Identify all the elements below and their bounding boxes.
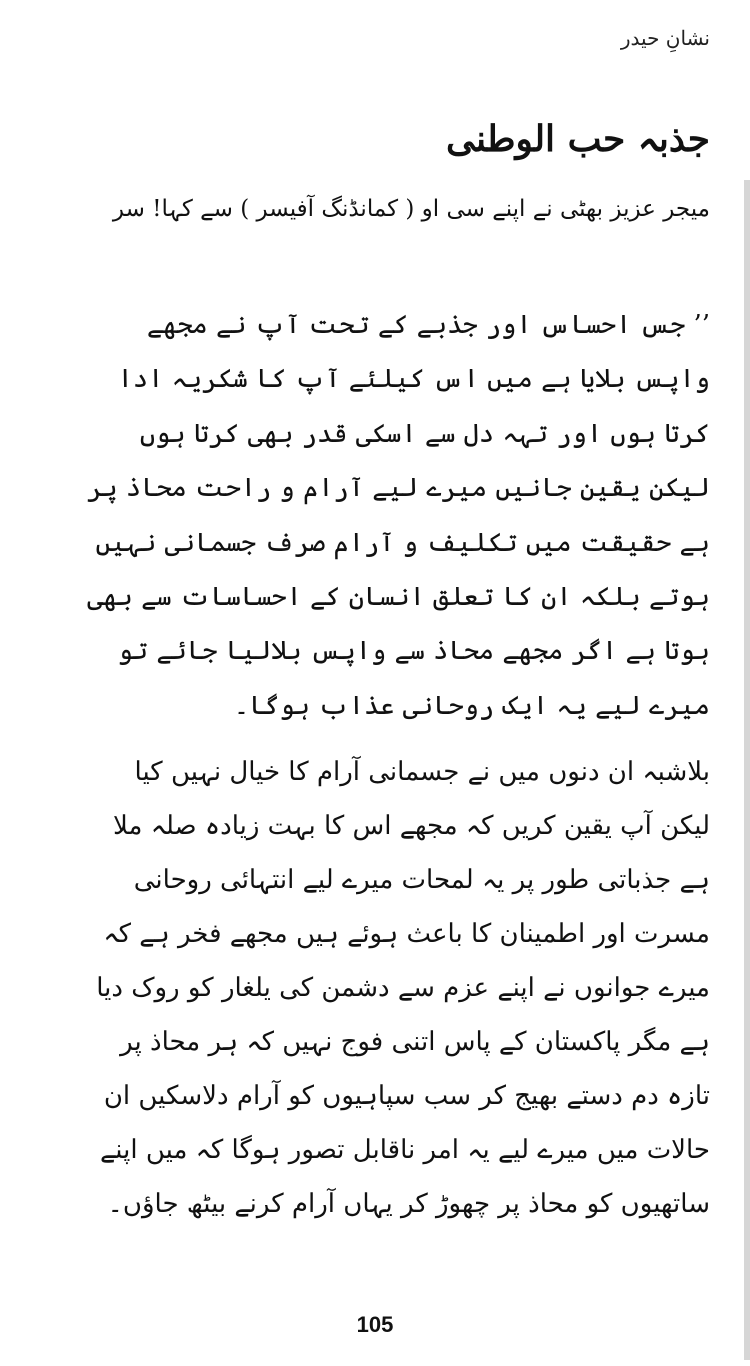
chapter-subtitle: میجر عزیز بھٹی نے اپنے سی او ( کمانڈنگ آفیسر ) سے کہا! سر bbox=[112, 196, 710, 222]
page-number: 105 bbox=[356, 1312, 394, 1337]
chapter-title: جذبہ حب الوطنی bbox=[445, 118, 710, 160]
paragraph-2: بلاشبہ ان دنوں میں نے جسمانی آرام کا خیال نہیں کیا لیکن آپ یقین کریں کہ مجھے اس کا بہت زیادہ صلہ ملا ہے جذباتی طور پر یہ لمحات میرے لیے انتہائی روحانی مسرت اور اطمینان کا باعث ہوئے ہیں مجھے فخر ہے کہ میرے جوانوں نے اپنے عزم سے دشمن کی یلغار کو روک دیا ہے مگر پاکستان کے پاس اتنی فوج نہیں کہ ہر محاذ پر تازہ دم دستے بھیج کر سب سپاہیوں کو آرام دلاسکیں ان حالات میں میرے لیے یہ امر ناقابل تصور ہوگا کہ میں اپنے ساتھیوں کو محاذ پر چھوڑ کر یہاں آرام کرنے بیٹھ جاؤں۔ bbox=[96, 757, 710, 1220]
page-edge-shadow bbox=[744, 180, 750, 1360]
paragraph-1: ’’ جس احساس اور جذبے کے تحت آپ نے مجھے واپس بلایا ہے میں اس کیلئے آپ کا شکریہ ادا کرتا ہوں اور تہہ دل سے اسکی قدر بھی کرتا ہوں لیکن یقین جانیں میرے لیے آرام و راحت محاذ پر ہے حقیقت میں تکلیف و آرام صرف جسمانی نہیں ہوتے بلکہ ان کا تعلق انسان کے احساسات سے بھی ہوتا ہے اگر مجھے محاذ سے واپس بلالیا جائے تو میرے لیے یہ ایک روحانی عذاب ہوگا۔ bbox=[87, 310, 710, 721]
body-text bbox=[80, 298, 710, 1231]
running-header: نشانِ حیدر bbox=[620, 26, 710, 50]
